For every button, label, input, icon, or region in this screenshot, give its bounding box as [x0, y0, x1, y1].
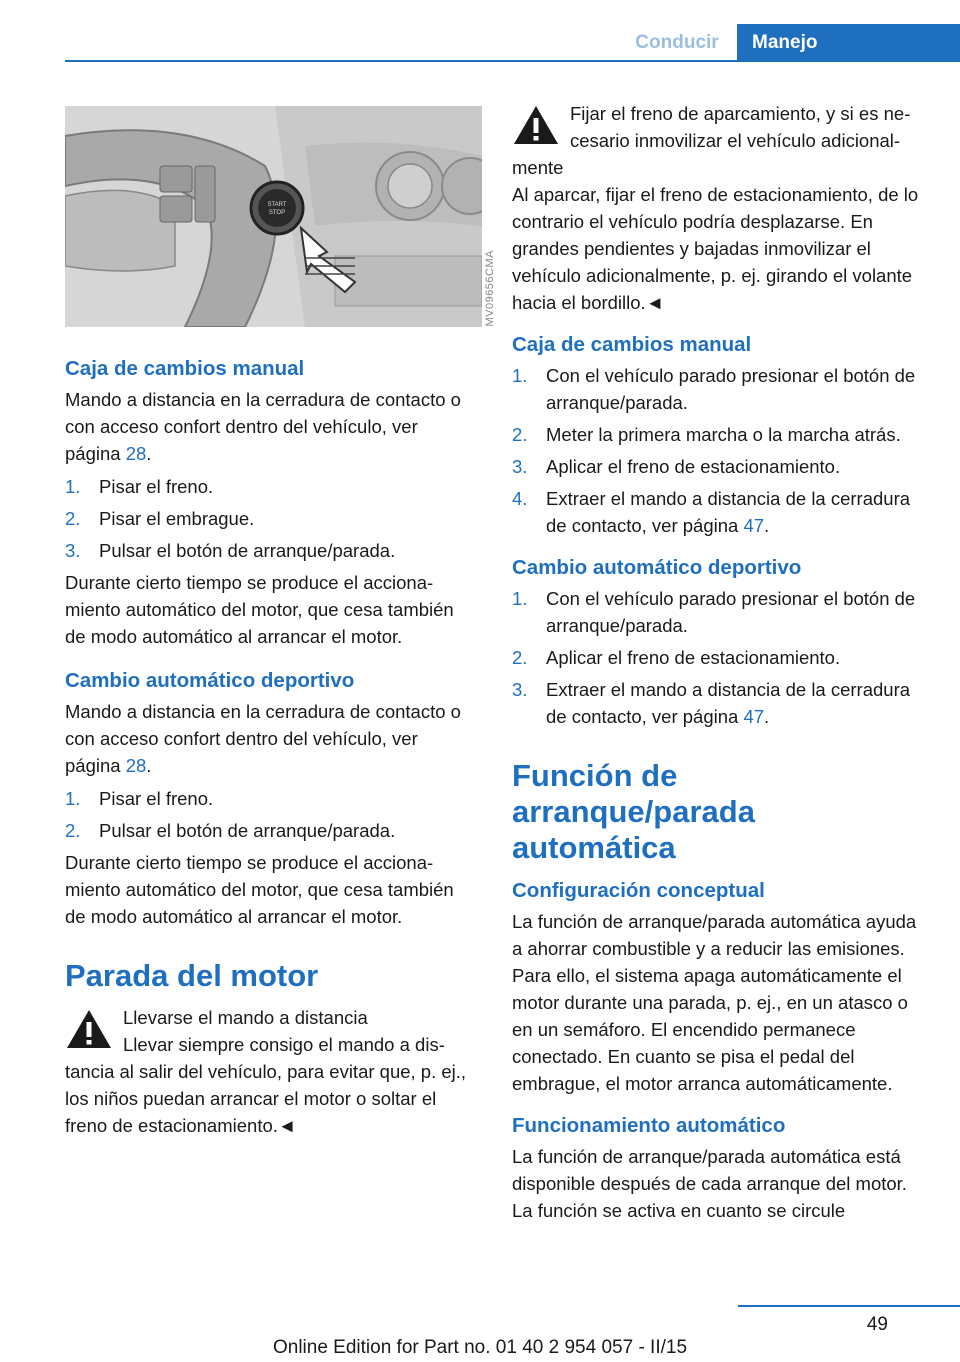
concept-heading: Configuración conceptual: [512, 879, 765, 902]
list-item: 1. Con el vehículo parado presionar el botón de arranque/parada.: [512, 365, 916, 413]
page-link[interactable]: 47: [743, 706, 765, 727]
manual-intro: Mando a distancia en la cerradura de contacto o con acceso confort dentro del vehículo, ver página 28.: [65, 389, 461, 464]
manual-note: Durante cierto tiempo se produce el accionamiento automático del motor, que cesa también de modo automático al arrancar el motor.: [65, 572, 454, 647]
warning-triangle-icon: [65, 1008, 113, 1050]
warning-title: Llevarse el mando a distancia: [123, 1007, 368, 1028]
auto-steps-list: [65, 785, 477, 844]
page-link[interactable]: 28: [125, 755, 147, 776]
automatic-transmission-heading: Cambio automático deportivo: [512, 556, 802, 579]
figure-start-stop-button: [65, 106, 482, 327]
warning-block: [65, 1004, 477, 1139]
dashboard-illustration: [65, 106, 482, 327]
footer-edition: Online Edition for Part no. 01 40 2 954 057 - II/15: [272, 1337, 688, 1358]
manual-transmission-heading: Caja de cambios manual: [512, 333, 752, 356]
auto-note: Durante cierto tiempo se produce el accionamiento automático del motor, que cesa también de modo automático al arrancar el motor.: [65, 852, 454, 927]
auto-start-stop-heading: Función de arranque/parada automática: [512, 758, 755, 865]
button-text-stop: STOP: [268, 210, 286, 216]
footer-rule: [738, 1305, 960, 1307]
list-item: 3. Extraer el mando a distancia de la cerradura de contacto, ver página 47.: [512, 679, 911, 727]
auto-steps-list: [512, 585, 927, 730]
page-link[interactable]: 28: [125, 443, 147, 464]
list-item: 4. Extraer el mando a distancia de la cerradura de contacto, ver página 47.: [512, 488, 911, 536]
right-column: [512, 100, 927, 1230]
list-item: 2. Aplicar el freno de estacionamiento.: [512, 647, 841, 668]
tab-manejo[interactable]: Manejo: [737, 24, 960, 62]
tab-conducir[interactable]: Conducir: [635, 32, 719, 53]
warning-triangle-icon: [512, 104, 560, 146]
manual-steps-list: [65, 473, 477, 564]
automatic-operation-heading: Funcionamiento automático: [512, 1114, 786, 1137]
list-item: 3. Pulsar el botón de arranque/parada.: [65, 540, 396, 561]
automatic-operation-text: La función de arranque/parada automática está disponible después de cada arranque del motor. La función se activa en cuanto se circule: [512, 1146, 907, 1221]
warning-text: Llevar siempre consigo el mando a distancia al salir del vehículo, para evitar que, p. ej., los niños puedan arrancar el motor o soltar el freno de estacionamiento.◄: [65, 1034, 467, 1136]
page-link[interactable]: 47: [743, 515, 765, 536]
list-item: 2. Pulsar el botón de arranque/parada.: [65, 820, 396, 841]
manual-transmission-heading: Caja de cambios manual: [65, 357, 305, 380]
list-item: 1. Pisar el freno.: [65, 788, 214, 809]
list-item: 3. Aplicar el freno de estacionamiento.: [512, 456, 841, 477]
list-item: 1. Con el vehículo parado presionar el botón de arranque/parada.: [512, 588, 916, 636]
figure-code: MV09656CMA: [484, 250, 496, 327]
warning-block: [512, 100, 927, 316]
automatic-transmission-heading: Cambio automático deportivo: [65, 669, 355, 692]
button-text-start: START: [267, 202, 287, 208]
list-item: 2. Pisar el embrague.: [65, 508, 255, 529]
left-column: [65, 354, 477, 1145]
engine-stop-heading: Parada del motor: [65, 958, 319, 993]
auto-intro: Mando a distancia en la cerradura de contacto o con acceso confort dentro del vehículo, ver página 28.: [65, 701, 461, 776]
list-item: 2. Meter la primera marcha o la marcha atrás.: [512, 424, 901, 445]
warning-text: Al aparcar, fijar el freno de estacionamiento, de lo contrario el vehículo podría desplazarse. En grandes pendientes y bajadas inmovilizar el vehículo adicionalmente, p. ej. girando el volante hacia el bordillo.◄: [512, 184, 919, 313]
warning-title: Fijar el freno de aparcamiento, y si es necesario inmovilizar el vehículo adicionalmente: [512, 103, 911, 178]
concept-text: La función de arranque/parada automática ayuda a ahorrar combustible y a reducir las emisiones. Para ello, el sistema apaga automáticamente el motor durante una parada, p. ej., en un atasco o en un semáforo. El encendido permanece conectado. En cuanto se pisa el pedal del embrague, el motor arranca automáticamente.: [512, 911, 917, 1094]
page-number: 49: [866, 1314, 888, 1335]
manual-steps-list: [512, 362, 927, 539]
list-item: 1. Pisar el freno.: [65, 476, 214, 497]
